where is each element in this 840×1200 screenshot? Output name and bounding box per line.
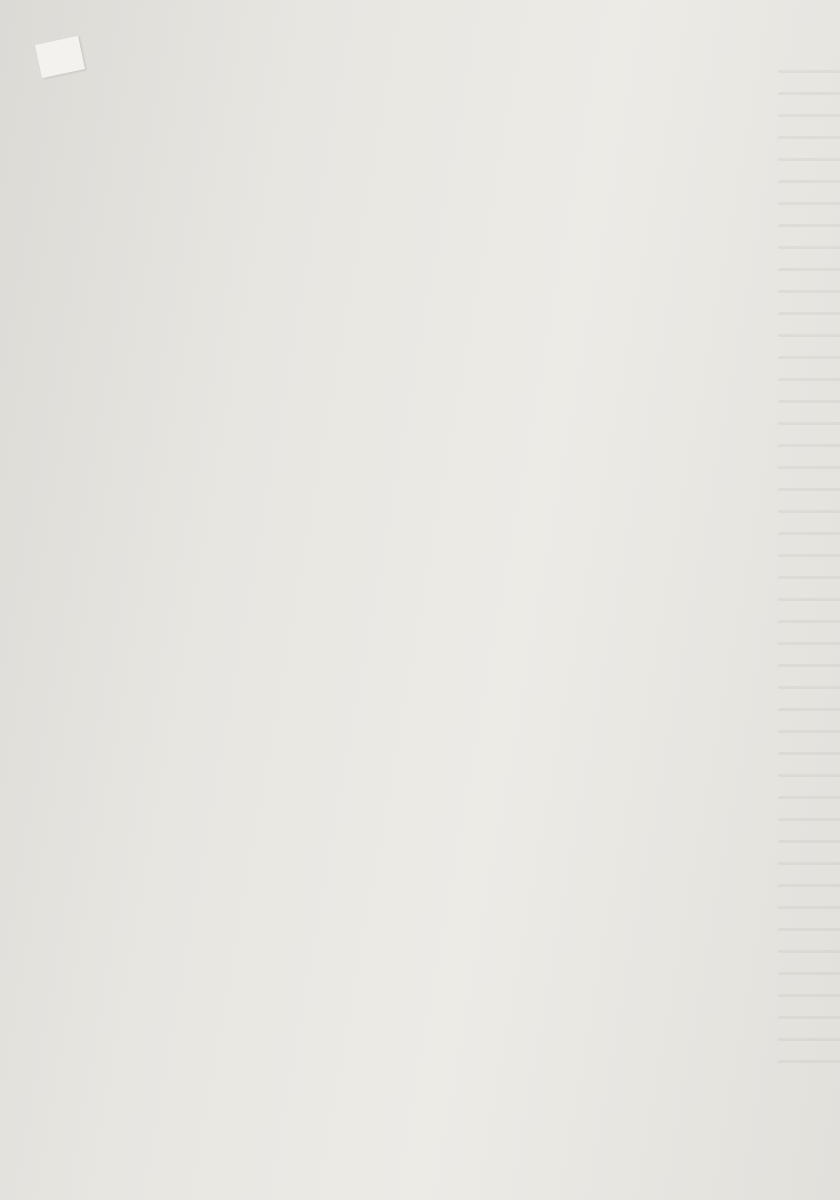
binding-holes — [820, 0, 840, 1200]
pencil-margin-marks — [0, 0, 90, 1130]
